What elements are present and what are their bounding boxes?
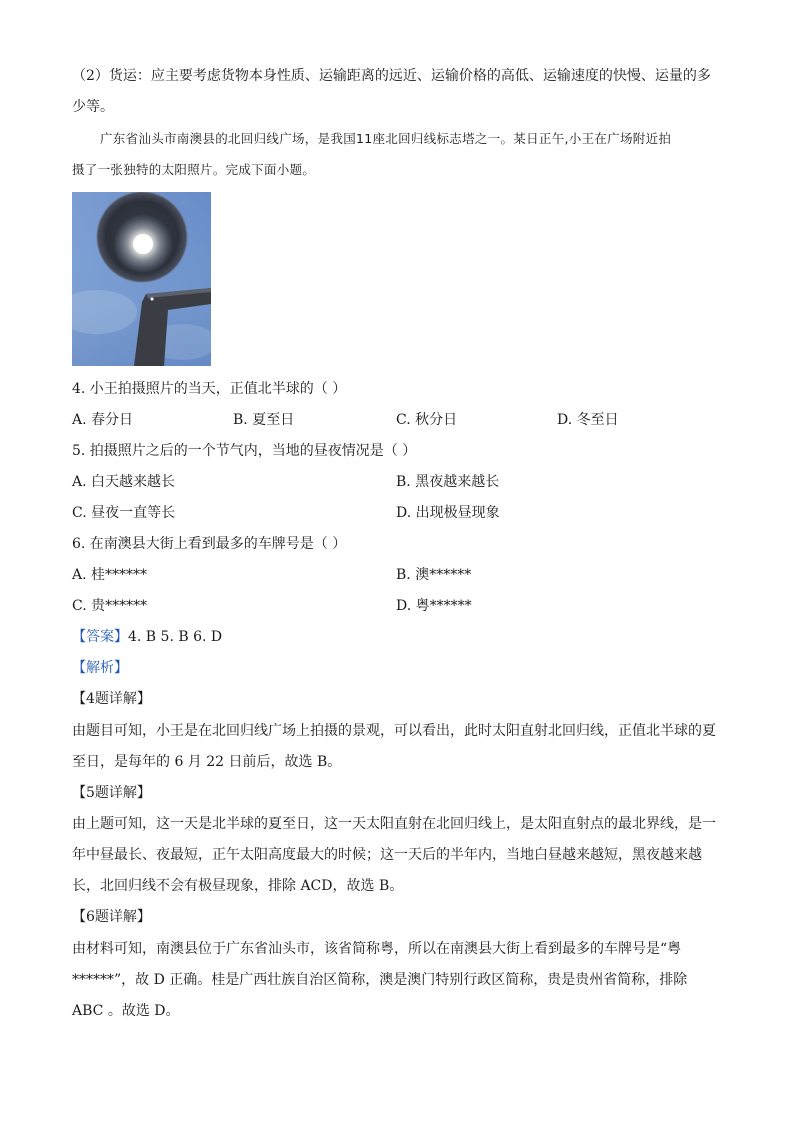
intro-line-2: 少等。: [72, 99, 114, 115]
detail-5-title: 【5题详解】: [72, 785, 151, 801]
detail-5-line-1: 由上题可知，这一天是北半球的夏至日，这一天太阳直射在北回归线上，是太阳直射点的最北界线，是一: [72, 816, 716, 832]
detail-6-line-3: ABC 。故选 D。: [72, 1003, 180, 1019]
q6-option-d[interactable]: D. 粤******: [396, 598, 472, 614]
answer-values: 4. B 5. B 6. D: [128, 629, 223, 645]
sun-photo-icon: [72, 192, 211, 366]
q5-option-a[interactable]: A. 白天越来越长: [72, 474, 176, 490]
question-6-stem: 6. 在南澳县大街上看到最多的车牌号是（ ）: [72, 536, 347, 552]
q5-option-d[interactable]: D. 出现极昼现象: [396, 505, 500, 521]
detail-5-line-2: 年中昼最长、夜最短，正午太阳高度最大的时候；这一天后的半年内，当地白昼越来越短，黑夜越来越: [72, 847, 702, 863]
q6-option-a[interactable]: A. 桂******: [72, 567, 148, 583]
detail-6-line-1: 由材料可知，南澳县位于广东省汕头市，该省简称粤，所以在南澳县大街上看到最多的车牌号是“粤: [72, 941, 682, 957]
intro-line-1: （2）货运：应主要考虑货物本身性质、运输距离的远近、运输价格的高低、运输速度的快慢、运量的多: [72, 68, 711, 84]
detail-4-line-2: 至日，是每年的 6 月 22 日前后，故选 B。: [72, 754, 342, 770]
detail-6-line-2: ******”，故 D 正确。桂是广西壮族自治区简称，澳是澳门特别行政区简称，贵是贵州省简称，排除: [72, 972, 688, 988]
detail-5-line-3: 长，北回归线不会有极昼现象，排除 ACD，故选 B。: [72, 878, 404, 894]
detail-4-line-1: 由题目可知，小王是在北回归线广场上拍摄的景观，可以看出，此时太阳直射北回归线，正值北半球的夏: [72, 723, 716, 739]
question-5-stem: 5. 拍摄照片之后的一个节气内，当地的昼夜情况是（ ）: [72, 443, 417, 459]
material-line-2: 摄了一张独特的太阳照片。完成下面小题。: [72, 162, 316, 177]
q5-option-c[interactable]: C. 昼夜一直等长: [72, 505, 176, 521]
q5-option-b[interactable]: B. 黑夜越来越长: [396, 474, 500, 490]
q4-option-d[interactable]: D. 冬至日: [557, 412, 619, 428]
q6-option-b[interactable]: B. 澳******: [396, 567, 472, 583]
q4-option-a[interactable]: A. 春分日: [72, 412, 134, 428]
question-4-stem: 4. 小王拍摄照片的当天，正值北半球的（ ）: [72, 381, 347, 397]
sun-photo: [72, 192, 211, 366]
answer-row: [72, 627, 222, 647]
q6-option-c[interactable]: C. 贵******: [72, 598, 148, 614]
analysis-label: 【解析】: [72, 660, 128, 676]
detail-6-title: 【6题详解】: [72, 909, 151, 925]
answer-label: 【答案】: [72, 629, 128, 645]
q4-option-c[interactable]: C. 秋分日: [396, 412, 458, 428]
material-line-1: 广东省汕头市南澳县的北回归线广场，是我国11座北回归线标志塔之一。某日正午,小王在广场附近拍: [100, 131, 672, 146]
detail-4-title: 【4题详解】: [72, 691, 151, 707]
q4-option-b[interactable]: B. 夏至日: [233, 412, 295, 428]
